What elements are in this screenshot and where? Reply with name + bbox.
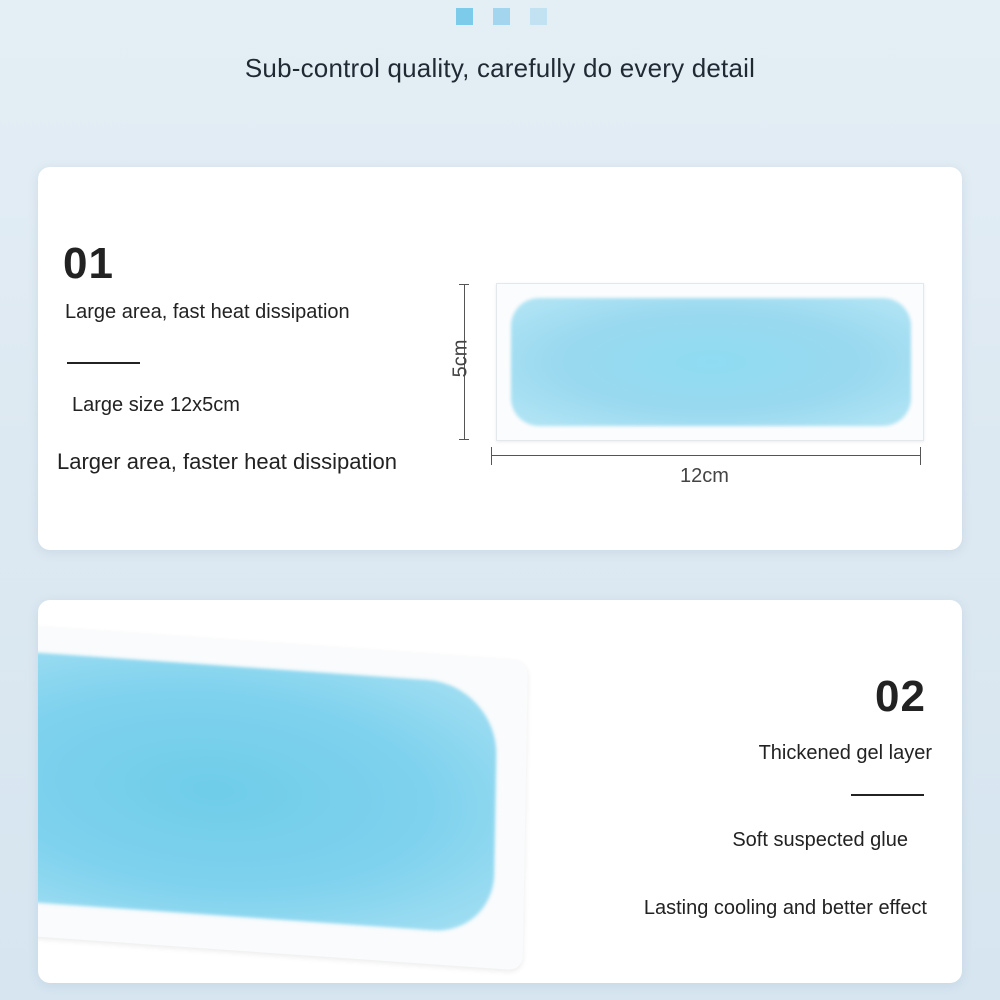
feature-detail: Soft suspected glue [732, 829, 908, 851]
dot-1 [456, 8, 473, 25]
gel-patch-closeup-image [38, 626, 528, 971]
feature-description: Larger area, faster heat dissipation [57, 449, 397, 474]
width-dimension-line [491, 455, 920, 456]
page-title: Sub-control quality, carefully do every detail [244, 53, 756, 83]
dot-3 [530, 8, 547, 25]
feature-subtitle: Large area, fast heat dissipation [65, 301, 350, 323]
feature-card-2 [38, 600, 962, 983]
feature-number: 02 [875, 672, 926, 721]
decorative-dots [456, 8, 547, 25]
gel-layer [511, 298, 911, 426]
width-label: 12cm [680, 465, 729, 487]
feature-detail: Large size 12x5cm [72, 394, 240, 416]
divider [851, 794, 924, 796]
gel-patch-image [496, 283, 924, 441]
gel-layer [38, 652, 497, 935]
dot-2 [493, 8, 510, 25]
dimension-cap [459, 439, 469, 440]
dimension-cap [491, 447, 492, 465]
dimension-cap [920, 447, 921, 465]
feature-number: 01 [63, 239, 114, 288]
dimension-cap [459, 284, 469, 285]
divider [67, 362, 140, 364]
height-label: 5cm [449, 339, 472, 378]
feature-subtitle: Thickened gel layer [758, 742, 932, 764]
feature-card-1 [38, 167, 962, 550]
feature-description: Lasting cooling and better effect [643, 897, 927, 919]
